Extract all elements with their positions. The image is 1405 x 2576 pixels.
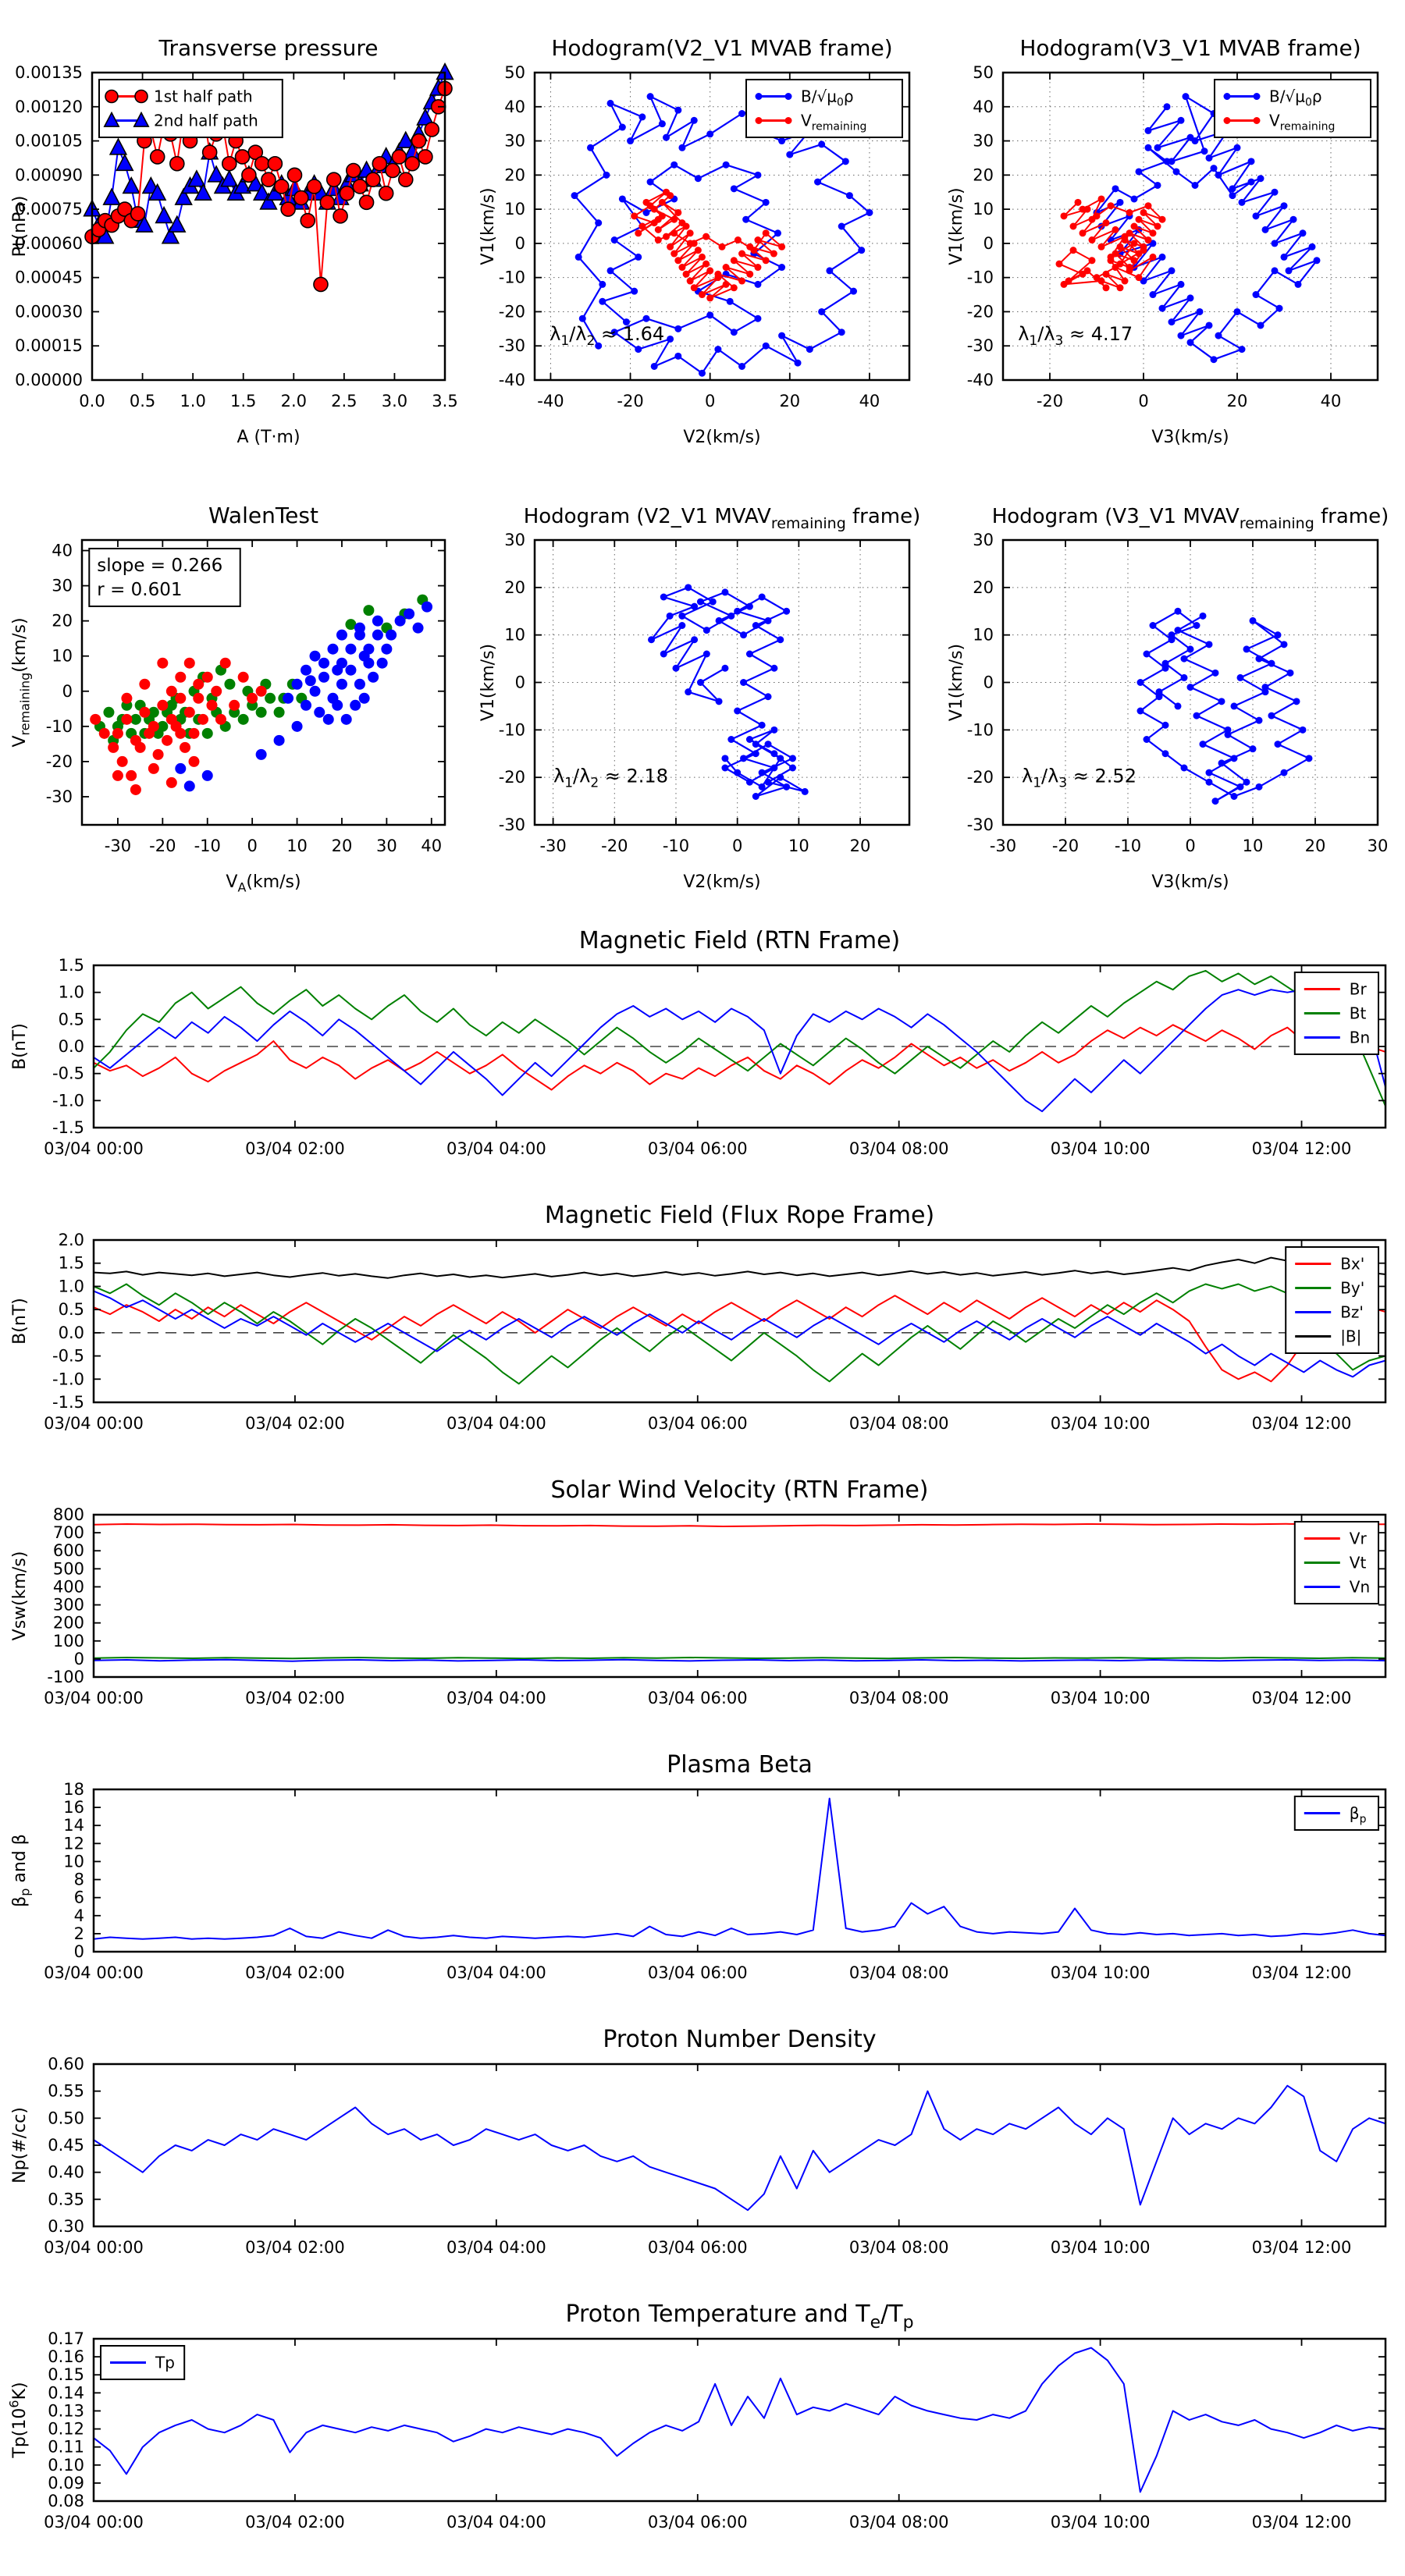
y-axis-label: Np(#/cc) <box>10 2107 30 2183</box>
svg-text:-20: -20 <box>45 751 73 771</box>
svg-text:0.0: 0.0 <box>58 1323 84 1342</box>
svg-text:-1.5: -1.5 <box>52 1118 84 1137</box>
svg-text:1.0: 1.0 <box>58 982 84 1002</box>
svg-text:-20: -20 <box>966 768 994 787</box>
svg-text:03/04 00:00: 03/04 00:00 <box>44 1963 144 1982</box>
svg-text:-0.5: -0.5 <box>52 1064 84 1083</box>
y-axis-label: $V_{remaining}(km/s)$ <box>10 617 33 748</box>
svg-text:03/04 12:00: 03/04 12:00 <box>1251 1963 1352 1982</box>
svg-text:r = 0.601: r = 0.601 <box>97 579 183 600</box>
svg-text:-20: -20 <box>149 837 176 855</box>
svg-text:0.0: 0.0 <box>79 392 105 410</box>
svg-text:03/04 00:00: 03/04 00:00 <box>44 1414 144 1433</box>
walen-test-plot-svg <box>0 476 468 917</box>
svg-text:18: 18 <box>63 1780 84 1799</box>
chart-hodogram-v2v1-mvav <box>468 476 937 917</box>
svg-text:03/04 04:00: 03/04 04:00 <box>446 1139 546 1158</box>
svg-text:40: 40 <box>1320 392 1342 410</box>
svg-text:-30: -30 <box>966 336 994 356</box>
svg-text:2.0: 2.0 <box>58 1231 84 1249</box>
x-axis-label: $V_A(km/s)$ <box>226 872 301 895</box>
svg-text:-1.0: -1.0 <box>52 1370 84 1389</box>
svg-text:0: 0 <box>514 233 525 253</box>
svg-text:20: 20 <box>779 392 801 410</box>
svg-text:-30: -30 <box>104 837 132 855</box>
svg-text:0.00045: 0.00045 <box>15 268 83 287</box>
svg-text:20: 20 <box>973 577 994 597</box>
chart-magnetic-field-rtn <box>0 925 1405 1199</box>
svg-text:10: 10 <box>504 200 525 219</box>
svg-text:Bn: Bn <box>1349 1028 1371 1047</box>
svg-text:10: 10 <box>788 837 809 855</box>
svg-text:slope = 0.266: slope = 0.266 <box>97 555 223 576</box>
chart-proton-temperature <box>0 2298 1405 2573</box>
svg-text:λ1/λ2 ≈ 1.64: $\lambda_1/\lambda_2 \approx 1.64$ <box>550 322 665 349</box>
svg-text:300: 300 <box>52 1595 84 1615</box>
svg-text:30: 30 <box>52 576 73 595</box>
svg-text:03/04 04:00: 03/04 04:00 <box>446 2238 546 2257</box>
svg-text:βp: $\beta_p$ <box>1349 1803 1367 1826</box>
annotation <box>1018 323 1133 349</box>
hodogram-v2v1-mvav-plot-svg <box>468 476 937 917</box>
svg-text:-1.0: -1.0 <box>52 1091 84 1110</box>
svg-text:-20: -20 <box>498 768 525 787</box>
svg-text:-20: -20 <box>498 302 525 322</box>
svg-text:03/04 00:00: 03/04 00:00 <box>44 2513 144 2532</box>
svg-text:Br: Br <box>1349 979 1367 999</box>
svg-text:20: 20 <box>973 165 994 185</box>
svg-text:-30: -30 <box>966 815 994 834</box>
svg-text:0.13: 0.13 <box>48 2401 84 2421</box>
svg-text:1.5: 1.5 <box>58 956 84 975</box>
svg-text:0.5: 0.5 <box>58 1010 84 1029</box>
svg-text:-30: -30 <box>539 837 567 855</box>
svg-text:-10: -10 <box>662 837 690 855</box>
svg-text:03/04 08:00: 03/04 08:00 <box>848 1963 949 1982</box>
svg-text:03/04 08:00: 03/04 08:00 <box>848 2513 949 2532</box>
hodogram-v3v1-mvav-plot-svg <box>937 476 1405 917</box>
svg-text:Bz': Bz' <box>1340 1302 1364 1322</box>
svg-text:03/04 04:00: 03/04 04:00 <box>446 1414 546 1433</box>
y-axis-label: $Tp(10^6K)$ <box>6 2382 30 2458</box>
x-axis-label: V2(km/s) <box>683 428 761 447</box>
svg-text:03/04 02:00: 03/04 02:00 <box>245 1689 345 1707</box>
transverse-pressure-plot-svg <box>0 4 468 472</box>
chart-title: Solar Wind Velocity (RTN Frame) <box>550 1476 929 1504</box>
svg-text:0: 0 <box>73 1942 84 1961</box>
chart-title: Hodogram (V3_V1 $MVAV_{remaining}$ frame) <box>991 505 1389 532</box>
svg-text:-10: -10 <box>498 720 525 740</box>
svg-text:4: 4 <box>73 1906 84 1925</box>
svg-text:0: 0 <box>1185 837 1196 855</box>
svg-text:03/04 10:00: 03/04 10:00 <box>1050 2513 1151 2532</box>
svg-text:30: 30 <box>973 531 994 549</box>
svg-text:B/√μ0ρ: $B/√\mu_0\rho$ <box>801 87 854 109</box>
svg-text:40: 40 <box>421 837 443 855</box>
hodogram-v2v1-mvab-plot-svg <box>468 4 937 472</box>
svg-text:16: 16 <box>63 1798 84 1817</box>
y-axis-label: B(nT) <box>10 1298 30 1345</box>
chart-transverse-pressure <box>0 4 468 472</box>
svg-text:-40: -40 <box>966 371 994 389</box>
svg-text:-20: -20 <box>966 302 994 322</box>
legend <box>1295 1796 1378 1830</box>
x-axis-label: A (T·m) <box>237 428 301 447</box>
svg-text:10: 10 <box>1242 837 1264 855</box>
svg-text:700: 700 <box>52 1523 84 1543</box>
svg-text:-40: -40 <box>498 371 525 389</box>
svg-text:10: 10 <box>504 625 525 645</box>
svg-text:0.00030: 0.00030 <box>15 302 83 322</box>
chart-title: Hodogram(V3_V1 MVAB frame) <box>1019 35 1361 61</box>
svg-text:10: 10 <box>973 625 994 645</box>
svg-text:3.0: 3.0 <box>381 392 408 410</box>
legend <box>101 2346 184 2379</box>
svg-text:0.00120: 0.00120 <box>15 97 83 116</box>
svg-text:40: 40 <box>52 541 73 560</box>
chart-hodogram-v3v1-mvav <box>937 476 1405 917</box>
svg-text:12: 12 <box>63 1834 84 1853</box>
svg-text:0: 0 <box>731 837 743 855</box>
svg-text:03/04 02:00: 03/04 02:00 <box>245 2513 345 2532</box>
svg-text:03/04 04:00: 03/04 04:00 <box>446 1963 546 1982</box>
svg-text:λ1/λ2 ≈ 2.18: $\lambda_1/\lambda_2 \approx 2.18$ <box>553 765 668 791</box>
svg-text:-30: -30 <box>498 336 525 356</box>
svg-text:03/04 12:00: 03/04 12:00 <box>1251 2238 1352 2257</box>
svg-text:6: 6 <box>73 1888 84 1907</box>
svg-text:03/04 04:00: 03/04 04:00 <box>446 1689 546 1707</box>
svg-text:30: 30 <box>504 531 525 549</box>
y-axis-label: V1(km/s) <box>947 187 966 265</box>
svg-text:03/04 06:00: 03/04 06:00 <box>647 2238 748 2257</box>
svg-text:0.45: 0.45 <box>48 2136 84 2155</box>
svg-text:03/04 06:00: 03/04 06:00 <box>647 1139 748 1158</box>
svg-text:03/04 06:00: 03/04 06:00 <box>647 1689 748 1707</box>
svg-text:03/04 00:00: 03/04 00:00 <box>44 1139 144 1158</box>
annotation <box>89 549 240 606</box>
hodogram-v3v1-mvab-plot-svg <box>937 4 1405 472</box>
svg-text:1.0: 1.0 <box>58 1277 84 1296</box>
annotation <box>553 765 668 791</box>
svg-text:0.40: 0.40 <box>48 2162 84 2182</box>
svg-text:03/04 04:00: 03/04 04:00 <box>446 2513 546 2532</box>
svg-text:1.5: 1.5 <box>58 1253 84 1273</box>
svg-text:Tp: Tp <box>155 2353 175 2372</box>
b-rtn-plot-svg <box>0 925 1405 1199</box>
chart-magnetic-field-fluxrope <box>0 1199 1405 1474</box>
svg-text:0.10: 0.10 <box>48 2455 84 2475</box>
svg-text:0.50: 0.50 <box>48 2109 84 2128</box>
svg-text:0.17: 0.17 <box>48 2329 84 2348</box>
chart-title: Proton Temperature and $T_e/T_p$ <box>565 2301 914 2333</box>
svg-text:-20: -20 <box>601 837 628 855</box>
legend <box>746 80 902 137</box>
chart-title: Magnetic Field (Flux Rope Frame) <box>544 1202 935 1229</box>
svg-text:-10: -10 <box>966 268 994 287</box>
b-fluxrope-plot-svg <box>0 1199 1405 1474</box>
svg-text:03/04 10:00: 03/04 10:00 <box>1050 1414 1151 1433</box>
svg-text:1st half path: 1st half path <box>154 87 253 106</box>
svg-text:30: 30 <box>376 837 397 855</box>
svg-text:03/04 10:00: 03/04 10:00 <box>1050 1139 1151 1158</box>
svg-text:-10: -10 <box>966 720 994 740</box>
svg-text:0: 0 <box>983 673 994 692</box>
svg-text:-100: -100 <box>47 1668 84 1686</box>
proton-temperature-plot-svg <box>0 2298 1405 2573</box>
svg-text:800: 800 <box>52 1505 84 1524</box>
svg-text:0.00135: 0.00135 <box>15 63 83 82</box>
svg-text:600: 600 <box>52 1541 84 1561</box>
y-axis-label: Vsw(km/s) <box>10 1551 30 1641</box>
chart-title: WalenTest <box>208 503 318 528</box>
svg-text:0.5: 0.5 <box>58 1300 84 1320</box>
svg-text:Vremaining: $V_{remaining}$ <box>801 111 867 133</box>
svg-text:0: 0 <box>73 1649 84 1668</box>
svg-text:λ1/λ3 ≈ 4.17: $\lambda_1/\lambda_3 \approx 4.17$ <box>1018 322 1133 349</box>
svg-text:0.00060: 0.00060 <box>15 233 83 253</box>
svg-text:0.12: 0.12 <box>48 2419 84 2439</box>
chart-title: Transverse pressure <box>158 35 379 61</box>
svg-text:100: 100 <box>52 1631 84 1650</box>
svg-text:20: 20 <box>1226 392 1248 410</box>
svg-text:0.55: 0.55 <box>48 2081 84 2101</box>
plasma-beta-plot-svg <box>0 1749 1405 2023</box>
y-axis-label: Pt(nPa) <box>10 195 30 258</box>
legend <box>1295 972 1378 1054</box>
x-axis-label: V2(km/s) <box>683 872 761 892</box>
svg-text:-40: -40 <box>537 392 564 410</box>
svg-text:1.5: 1.5 <box>230 392 257 410</box>
svg-text:03/04 02:00: 03/04 02:00 <box>245 2238 345 2257</box>
svg-text:0.00015: 0.00015 <box>15 336 83 356</box>
chart-solar-wind-velocity <box>0 1474 1405 1749</box>
svg-text:500: 500 <box>52 1559 84 1579</box>
svg-text:03/04 00:00: 03/04 00:00 <box>44 2238 144 2257</box>
svg-text:-20: -20 <box>1051 837 1080 855</box>
svg-text:0: 0 <box>62 681 73 701</box>
svg-text:03/04 08:00: 03/04 08:00 <box>848 2238 949 2257</box>
svg-text:400: 400 <box>52 1577 84 1597</box>
svg-text:0: 0 <box>1138 392 1149 410</box>
y-axis-label: V1(km/s) <box>478 187 498 265</box>
svg-text:Vremaining: $V_{remaining}$ <box>1269 111 1336 133</box>
svg-text:20: 20 <box>1304 837 1326 855</box>
svg-text:0.14: 0.14 <box>48 2383 84 2403</box>
chart-title: Plasma Beta <box>667 1751 813 1778</box>
svg-text:20: 20 <box>504 577 525 597</box>
svg-text:-30: -30 <box>498 815 525 834</box>
svg-text:Bx': Bx' <box>1340 1254 1365 1274</box>
svg-text:200: 200 <box>52 1613 84 1633</box>
svg-text:0.0: 0.0 <box>58 1037 84 1056</box>
svg-text:10: 10 <box>52 646 73 666</box>
y-axis-label: V1(km/s) <box>947 643 966 722</box>
chart-title: Hodogram (V2_V1 $MVAV_{remaining}$ frame) <box>523 505 921 532</box>
proton-density-plot-svg <box>0 2023 1405 2298</box>
svg-text:0.00000: 0.00000 <box>15 371 83 389</box>
svg-text:0.5: 0.5 <box>129 392 156 410</box>
svg-text:03/04 02:00: 03/04 02:00 <box>245 1414 345 1433</box>
svg-text:2: 2 <box>73 1924 84 1943</box>
chart-hodogram-v2v1-mvab <box>468 4 937 472</box>
svg-text:40: 40 <box>504 97 525 116</box>
svg-text:03/04 02:00: 03/04 02:00 <box>245 1139 345 1158</box>
legend <box>1286 1247 1378 1353</box>
svg-text:By': By' <box>1340 1278 1365 1298</box>
svg-text:Bt: Bt <box>1349 1004 1367 1023</box>
svg-text:03/04 10:00: 03/04 10:00 <box>1050 2238 1151 2257</box>
svg-text:λ1/λ3 ≈ 2.52: $\lambda_1/\lambda_3 \approx 2.52$ <box>1022 765 1136 791</box>
chart-title: Magnetic Field (RTN Frame) <box>578 927 901 954</box>
svg-text:1.0: 1.0 <box>180 392 206 410</box>
svg-text:0: 0 <box>247 837 258 855</box>
annotation <box>550 323 664 349</box>
svg-text:-30: -30 <box>989 837 1017 855</box>
chart-title: Hodogram(V2_V1 MVAB frame) <box>551 35 893 61</box>
svg-text:50: 50 <box>973 63 994 82</box>
svg-text:Vn: Vn <box>1349 1577 1371 1597</box>
svg-text:Vt: Vt <box>1349 1553 1367 1572</box>
svg-text:0.15: 0.15 <box>48 2365 84 2385</box>
svg-text:0: 0 <box>983 233 994 253</box>
chart-plasma-beta <box>0 1749 1405 2023</box>
svg-text:30: 30 <box>973 131 994 151</box>
svg-text:10: 10 <box>286 837 308 855</box>
svg-text:40: 40 <box>973 97 994 116</box>
svg-text:0.00105: 0.00105 <box>15 131 83 151</box>
legend <box>1295 1522 1378 1604</box>
svg-text:10: 10 <box>973 200 994 219</box>
svg-text:03/04 06:00: 03/04 06:00 <box>647 2513 748 2532</box>
svg-text:-10: -10 <box>498 268 525 287</box>
svg-text:20: 20 <box>504 165 525 185</box>
svg-text:-0.5: -0.5 <box>52 1346 84 1366</box>
y-axis-label: V1(km/s) <box>478 643 498 722</box>
chart-proton-number-density <box>0 2023 1405 2298</box>
vsw-rtn-plot-svg <box>0 1474 1405 1749</box>
svg-text:20: 20 <box>331 837 353 855</box>
svg-text:03/04 06:00: 03/04 06:00 <box>647 1963 748 1982</box>
svg-text:-20: -20 <box>617 392 644 410</box>
chart-walen-test <box>0 476 468 917</box>
svg-text:2nd half path: 2nd half path <box>154 111 258 130</box>
svg-text:40: 40 <box>859 392 880 410</box>
svg-text:30: 30 <box>1367 837 1389 855</box>
svg-text:0.09: 0.09 <box>48 2473 84 2493</box>
y-axis-label: $\beta_p$ and β <box>10 1834 33 1907</box>
svg-text:0: 0 <box>514 673 525 692</box>
svg-text:-10: -10 <box>45 716 73 736</box>
svg-text:0.30: 0.30 <box>48 2217 84 2236</box>
svg-text:03/04 08:00: 03/04 08:00 <box>848 1139 949 1158</box>
svg-text:0.00075: 0.00075 <box>15 200 83 219</box>
svg-text:03/04 12:00: 03/04 12:00 <box>1251 1689 1352 1707</box>
svg-text:0: 0 <box>704 392 716 410</box>
svg-text:03/04 10:00: 03/04 10:00 <box>1050 1689 1151 1707</box>
svg-text:20: 20 <box>52 611 73 631</box>
svg-text:B/√μ0ρ: $B/√\mu_0\rho$ <box>1269 87 1322 109</box>
annotation <box>1022 765 1136 791</box>
chart-title: Proton Number Density <box>603 2026 877 2053</box>
svg-text:14: 14 <box>63 1816 84 1835</box>
svg-text:2.5: 2.5 <box>331 392 357 410</box>
y-axis-label: B(nT) <box>10 1023 30 1070</box>
svg-text:-10: -10 <box>194 837 221 855</box>
svg-text:-20: -20 <box>1036 392 1064 410</box>
svg-text:0.00090: 0.00090 <box>15 165 83 185</box>
svg-text:03/04 08:00: 03/04 08:00 <box>848 1689 949 1707</box>
svg-text:03/04 12:00: 03/04 12:00 <box>1251 1139 1352 1158</box>
svg-text:8: 8 <box>73 1870 84 1889</box>
svg-text:2.0: 2.0 <box>280 392 307 410</box>
svg-text:-10: -10 <box>1114 837 1142 855</box>
svg-text:0.08: 0.08 <box>48 2492 84 2510</box>
svg-text:03/04 06:00: 03/04 06:00 <box>647 1414 748 1433</box>
legend <box>1215 80 1371 137</box>
svg-text:50: 50 <box>504 63 525 82</box>
legend <box>99 80 283 137</box>
svg-text:10: 10 <box>63 1852 84 1871</box>
svg-text:0.16: 0.16 <box>48 2347 84 2367</box>
svg-text:0.35: 0.35 <box>48 2190 84 2209</box>
svg-text:-30: -30 <box>45 787 73 806</box>
svg-text:03/04 02:00: 03/04 02:00 <box>245 1963 345 1982</box>
svg-text:0.60: 0.60 <box>48 2055 84 2073</box>
svg-text:03/04 12:00: 03/04 12:00 <box>1251 2513 1352 2532</box>
svg-text:20: 20 <box>849 837 871 855</box>
chart-hodogram-v3v1-mvab <box>937 4 1405 472</box>
x-axis-label: V3(km/s) <box>1151 428 1229 447</box>
x-axis-label: V3(km/s) <box>1151 872 1229 892</box>
svg-text:03/04 00:00: 03/04 00:00 <box>44 1689 144 1707</box>
svg-text:03/04 12:00: 03/04 12:00 <box>1251 1414 1352 1433</box>
svg-text:30: 30 <box>504 131 525 151</box>
svg-text:-1.5: -1.5 <box>52 1393 84 1412</box>
svg-text:Vr: Vr <box>1349 1529 1367 1548</box>
svg-text:03/04 08:00: 03/04 08:00 <box>848 1414 949 1433</box>
svg-text:0.11: 0.11 <box>48 2437 84 2457</box>
svg-text:3.5: 3.5 <box>432 392 458 410</box>
svg-text:03/04 10:00: 03/04 10:00 <box>1050 1963 1151 1982</box>
svg-text:|B|: |B| <box>1340 1327 1362 1346</box>
